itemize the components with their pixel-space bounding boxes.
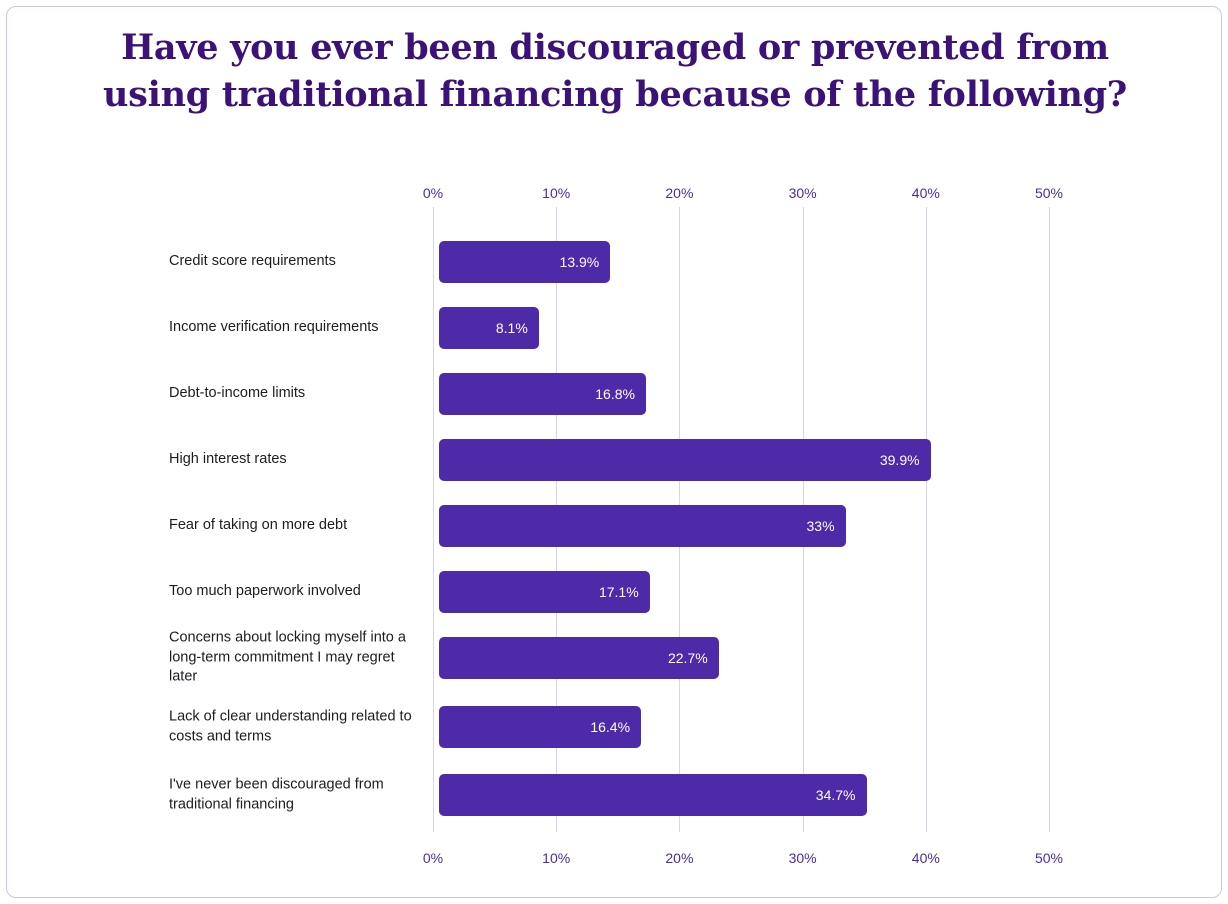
bar xyxy=(439,241,610,283)
category-label: Too much paperwork involved xyxy=(169,583,361,600)
bar xyxy=(439,373,646,415)
x-axis-tick-label: 30% xyxy=(788,185,817,201)
x-axis-tick-label: 40% xyxy=(911,185,940,201)
x-axis-tick-label: 10% xyxy=(542,850,571,866)
x-axis-tick-label: 50% xyxy=(1034,185,1064,201)
category-label: Income verification requirements xyxy=(169,319,379,336)
category-label: Credit score requirements xyxy=(169,253,336,270)
x-axis-tick-label: 20% xyxy=(665,850,694,866)
bar xyxy=(439,774,867,816)
bar-value-label: 16.8% xyxy=(595,386,635,402)
bar xyxy=(439,637,719,679)
x-axis-top xyxy=(422,185,1064,201)
bar-value-label: 13.9% xyxy=(559,254,600,270)
x-axis-tick-label: 0% xyxy=(422,185,444,201)
chart-row xyxy=(7,559,1057,625)
category-label: I've never been discouraged from traditional financing xyxy=(169,776,384,812)
chart-card xyxy=(6,6,1222,898)
chart-row xyxy=(7,694,1057,760)
x-axis-tick-label: 40% xyxy=(911,850,940,866)
x-axis-tick-label: 30% xyxy=(788,850,817,866)
chart-row xyxy=(7,427,1057,493)
category-label: High interest rates xyxy=(169,451,287,468)
chart-row xyxy=(7,493,1057,559)
x-axis-tick-label: 10% xyxy=(542,185,571,201)
bar-value-label: 8.1% xyxy=(495,320,528,336)
chart-row xyxy=(7,625,1057,691)
bar-value-label: 22.7% xyxy=(667,650,708,666)
category-label: Fear of taking on more debt xyxy=(169,517,348,534)
chart-row xyxy=(7,295,1057,361)
chart-row xyxy=(7,762,1057,828)
bar-value-label: 34.7% xyxy=(815,787,856,803)
category-label: Lack of clear understanding related to costs and terms xyxy=(169,708,412,744)
x-axis-bottom xyxy=(422,850,1064,866)
x-axis-tick-label: 20% xyxy=(665,185,694,201)
bar xyxy=(439,571,650,613)
bar-value-label: 39.9% xyxy=(879,452,920,468)
chart-row xyxy=(7,361,1057,427)
bar-value-label: 16.4% xyxy=(590,719,631,735)
x-axis-tick-label: 50% xyxy=(1034,850,1064,866)
bar-value-label: 17.1% xyxy=(598,584,639,600)
chart-title: Have you ever been discouraged or prevented from using traditional financing because of the following? xyxy=(103,27,1127,115)
bar xyxy=(439,505,846,547)
bar xyxy=(439,307,539,349)
bar xyxy=(439,706,641,748)
x-axis-tick-label: 0% xyxy=(422,850,444,866)
category-label: Debt-to-income limits xyxy=(169,385,306,402)
chart-row xyxy=(7,229,1057,295)
bar xyxy=(439,439,931,481)
category-label: Concerns about locking myself into a long-term commitment I may regret later xyxy=(169,629,406,685)
bars-container xyxy=(7,207,1057,832)
bar-value-label: 33% xyxy=(806,518,835,534)
